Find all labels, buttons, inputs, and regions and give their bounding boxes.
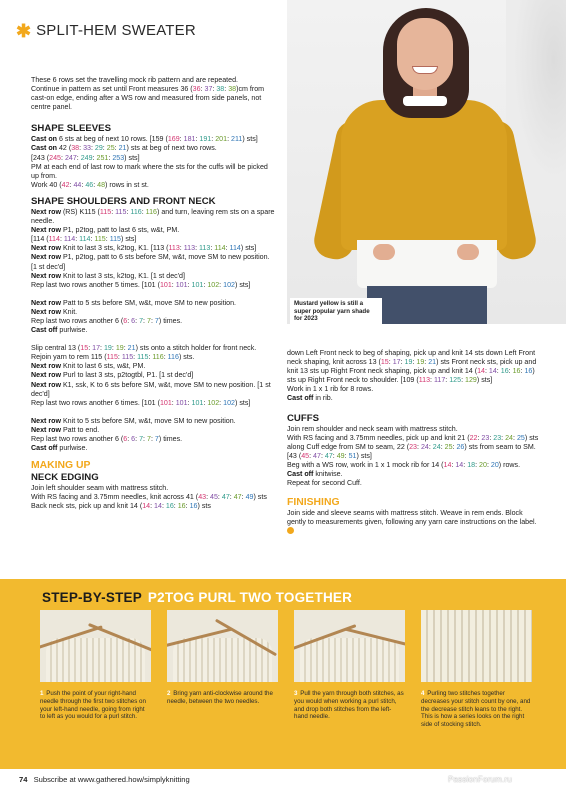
- pattern-line: Beg with a WS row, work in 1 x 1 mock rib for 14 (14: 14: 18: 20: 20) rows.: [287, 460, 521, 469]
- pattern-line: Rep last two rows another 6 (6: 6: 7: 7: 7) times.: [31, 316, 183, 325]
- photo-caption: Mustard yellow is still a super popular yarn shade for 2023: [290, 298, 382, 326]
- left-column: [31, 76, 276, 511]
- pattern-line: Work in 1 x 1 rib for 8 rows.: [287, 385, 374, 394]
- subheading-neck-edging: NECK EDGING: [31, 472, 99, 484]
- section-heading-cuffs: CUFFS: [287, 412, 319, 424]
- pattern-line: With RS facing and 3.75mm needles, pick up and knit 21 (22: 23: 23: 24: 25) sts along Cuff edge from SM to seam, 22 (23: 24: 24: 25: 26) sts from seam to SM. [43 (45: 47: 47: 49: 51) sts]: [287, 433, 539, 460]
- pattern-block: [31, 299, 276, 335]
- pattern-block: [31, 344, 276, 408]
- asterisk-icon: ✱: [16, 21, 32, 41]
- end-mark-icon: [287, 527, 294, 534]
- pattern-line: Work 40 (42: 44: 46: 48) rows in st st.: [31, 180, 149, 189]
- page-header: [16, 22, 196, 40]
- intro-line: These 6 rows set the travelling mock rib pattern and are repeated.: [31, 76, 239, 84]
- pattern-line: Rejoin yarn to rem 115 (115: 115: 115: 116: 116) sts.: [31, 353, 195, 362]
- finishing-text: Join side and sleeve seams with mattress stitch. Weave in rem ends. Block gently to measurements given, following any yarn care instructions on the label.: [287, 509, 540, 536]
- step-photo-3: [294, 610, 405, 682]
- pattern-line: Next row Knit to last 6 sts, w&t, PM.: [31, 362, 146, 371]
- page-title: SPLIT-HEM SWEATER: [36, 22, 196, 40]
- subscribe-link[interactable]: Subscribe at www.gathered.how/simplyknitting: [33, 775, 190, 784]
- pattern-line: Next row P1, p2tog, patt to last 6 sts, w&t, PM.: [31, 226, 180, 235]
- pattern-line: Rep last two rows another 6 times. [101 (101: 101: 101: 102: 102) sts]: [31, 398, 251, 407]
- step-photo-1: [40, 610, 151, 682]
- pattern-line: Next row Patt to 5 sts before SM, w&t, move SM to new position.: [31, 298, 237, 307]
- step-photo-4: [421, 610, 532, 682]
- pattern-block: [31, 208, 276, 290]
- pattern-line: Rep last two rows another 6 (6: 6: 7: 7: 7) times.: [31, 435, 183, 443]
- model-photo: [287, 0, 566, 324]
- page-footer: [19, 775, 190, 784]
- section-heading-shape-sleeves: SHAPE SLEEVES: [31, 123, 111, 135]
- step-caption-2: 2 Bring yarn anti-clockwise around the needle, between the two needles.: [167, 690, 273, 705]
- pattern-line: Next row Knit to last 3 sts, k2tog, K1. [1 st dec'd]: [31, 271, 185, 280]
- watermark: PassionForum.ru: [448, 775, 512, 784]
- pattern-line: Rep last two rows another 5 times. [101 (101: 101: 101: 102: 102) sts]: [31, 280, 251, 289]
- section-heading-shape-shoulders: SHAPE SHOULDERS AND FRONT NECK: [31, 195, 216, 207]
- pattern-block: [287, 349, 540, 404]
- step-caption-4: 4 Purling two stitches together decreases your stitch count by one, and the decrease stitch leans to the right. This is how a series looks on the right side of stocking stitch.: [421, 690, 531, 729]
- pattern-line: Next row Purl to last 3 sts, p2togtbl, P1. [1 st dec'd]: [31, 371, 194, 380]
- pattern-line: [243 (245: 247: 249: 251: 253) sts]: [31, 153, 140, 162]
- page-number: 74: [19, 775, 28, 784]
- pattern-line: Next row Patt to end.: [31, 425, 100, 434]
- step-photo-2: [167, 610, 278, 682]
- pattern-line: Next row Knit.: [31, 307, 78, 316]
- pattern-line: Cast off in rib.: [287, 394, 333, 403]
- pattern-line: Cast on 6 sts at beg of next 10 rows. [159 (169: 181: 191: 201: 211) sts]: [31, 135, 258, 144]
- section-heading-making-up: MAKING UP: [31, 460, 91, 472]
- pattern-line: PM at each end of last row to mark where the sts for the cuffs will be picked up from.: [31, 162, 268, 180]
- step-caption-1: 1 Push the point of your right-hand needle through the first two stitches on your left-hand needle, going from right to left as you would for a purl stitch.: [40, 690, 146, 721]
- pattern-line: Join rem shoulder and neck seam with mattress stitch.: [287, 424, 458, 433]
- pattern-line: [114 (114: 114: 114: 115: 115) sts]: [31, 235, 137, 244]
- body-line: With RS facing and 3.75mm needles, knit across 41 (43: 45: 47: 47: 49) sts Back neck sts, pick up and knit 14 (14: 14: 16: 16: 16) sts: [31, 493, 267, 511]
- right-column: [287, 349, 540, 537]
- section-heading-finishing: FINISHING: [287, 497, 340, 509]
- step-caption-3: 3 Pull the yarn through both stitches, as you would when working a purl stitch, and drop both stitches from the left-hand needle.: [294, 690, 404, 721]
- pattern-line: Next row P1, p2tog, patt to 6 sts before SM, w&t, move SM to new position. [1 st dec'd]: [31, 253, 270, 271]
- pattern-line: Cast on 42 (38: 33: 29: 25: 21) sts at beg of next two rows.: [31, 144, 217, 153]
- pattern-line: Cast off purlwise.: [31, 326, 88, 335]
- pattern-line: Next row Knit to last 3 sts, k2tog, K1. [113 (113: 113: 113: 114: 114) sts]: [31, 244, 257, 253]
- pattern-block: [31, 135, 276, 190]
- pattern-line: Slip central 13 (15: 17: 19: 19: 21) sts onto a stitch holder for front neck.: [31, 344, 257, 353]
- pattern-line: Next row (RS) K115 (115: 115: 116: 116) and turn, leaving rem sts on a spare needle.: [31, 207, 275, 226]
- body-line: Join left shoulder seam with mattress stitch.: [31, 484, 169, 493]
- pattern-line: Repeat for second Cuff.: [287, 479, 362, 488]
- step-by-step-title: STEP-BY-STEP P2TOG PURL TWO TOGETHER: [42, 590, 353, 605]
- pattern-line: Cast off knitwise.: [287, 470, 343, 479]
- pattern-block: [31, 417, 276, 453]
- pattern-line: Next row Knit to 5 sts before SM, w&t, move SM to new position.: [31, 416, 236, 425]
- pattern-line: Next row K1, ssk, K to 6 sts before SM, w&t, move SM to new position. [1 st dec'd]: [31, 380, 271, 398]
- pattern-line: Cast off purlwise.: [31, 444, 88, 453]
- intro-line: Continue in pattern as set until Front measures 36 (36: 37: 38: 38)cm from cast-on edge, ending after a WS row and measured from side panels, not centre panel.: [31, 85, 265, 112]
- pattern-line: down Left Front neck to beg of shaping, pick up and knit 14 sts down Left Front neck shaping, knit across 13 (15: 17: 19: 19: 21) sts Front neck sts, pick up and knit 13 sts up Right Front neck shaping, pick up and knit 14 (14: 14: 16: 16: 16) sts up Right Front neck to shoulder. [109 (113: 117: 125: 129) sts]: [287, 349, 537, 385]
- pattern-block: [287, 425, 540, 489]
